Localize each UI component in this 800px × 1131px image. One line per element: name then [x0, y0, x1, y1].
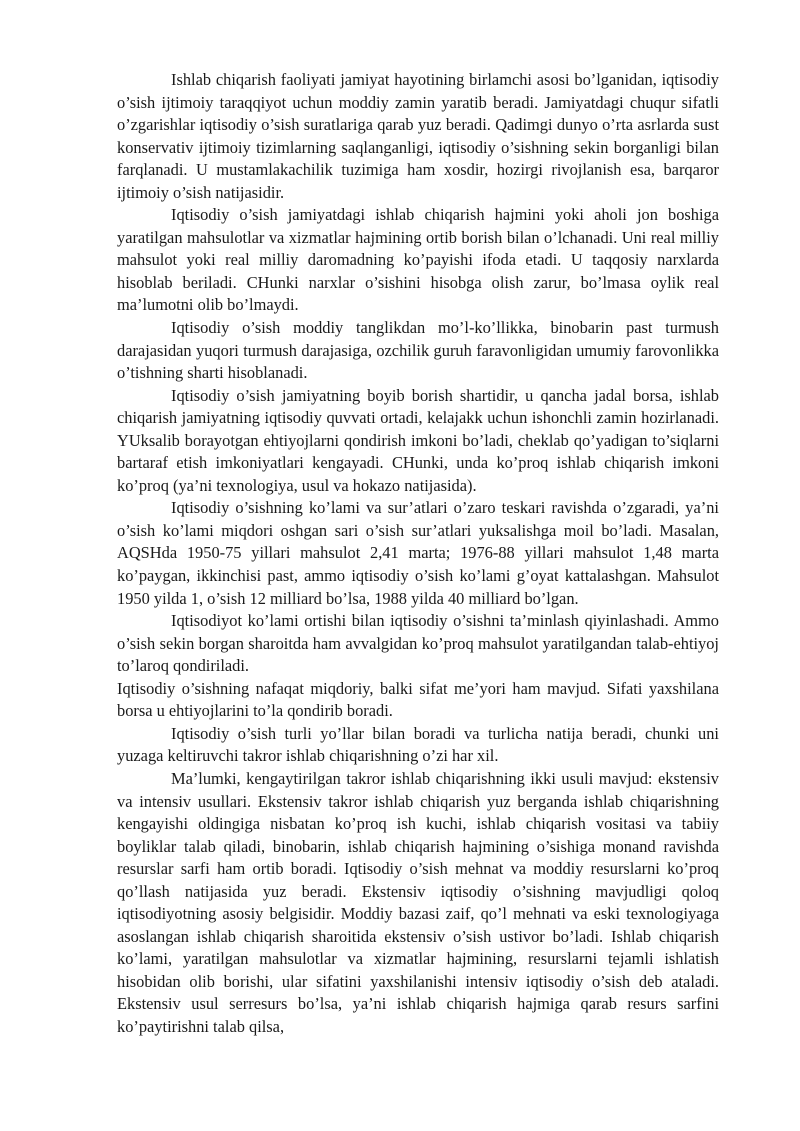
paragraph: Ma’lumki, kengaytirilgan takror ishlab chiqarishning ikki usuli mavjud: ekstensiv va intensiv usullari. Ekstensiv takror ishlab chiqarish yuz berganda ishlab chiqarishning kengayishi oldingiga nisbatan ko’proq ish kuchi, ishlab chiqarish vositasi va tabiiy boyliklar talab qiladi, binobarin, ishlab chiqarish hajmining o’sishiga monand ravishda resurslar sarfi ham ortib boradi. Iqtisodiy o’sish mehnat va moddiy resurslarni ko’proq qo’llash natijasida yuz beradi. Ekstensiv iqtisodiy o’sishning mavjudligi qoloq iqtisodiyotning asosiy belgisidir. Moddiy bazasi zaif, qo’l mehnati va eski texnologiyaga asoslangan ishlab chiqarish sharoitida ekstensiv o’sish ustivor bo’ladi. Ishlab chiqarish ko’lami, yaratilgan mahsulotlar va xizmatlar hajmining, resurslarni tejamli ishlatish hisobidan olib borishi, ular sifatini yaxshilanishi intensiv iqtisodiy o’sish deb ataladi. Ekstensiv usul serresurs bo’lsa, ya’ni ishlab chiqarish hajmiga qarab resurs sarfini ko’paytirishni talab qilsa, [117, 768, 719, 1036]
paragraph: Ishlab chiqarish faoliyati jamiyat hayotining birlamchi asosi bo’lganidan, iqtisodiy o’sish ijtimoiy taraqqiyot uchun moddiy zamin yaratib beradi. Jamiyatdagi chuqur sifatli o’zgarishlar iqtisodiy o’sish suratlariga qarab yuz beradi. Qadimgi dunyo o’rta asrlarda sust konservativ ijtimoiy tizimlarning saqlanganligi, iqtisodiy o’sishning sekin borganligi bilan farqlanadi. U mustamlakachilik tuzimiga ham xosdir, hozirgi rivojlanish esa, barqaror ijtimoiy o’sish natijasidir. [117, 70, 719, 202]
paragraph: Iqtisodiy o’sish turli yo’llar bilan boradi va turlicha natija beradi, chunki uni yuzaga keltiruvchi takror ishlab chiqarishning o’zi har xil. [117, 723, 719, 766]
paragraph: Iqtisodiyot ko’lami ortishi bilan iqtisodiy o’sishni ta’minlash qiyinlashadi. Ammo o’sish sekin borgan sharoitda ham avvalgidan ko’proq mahsulot yaratilgandan talab-ehtiyoj to’laroq qondiriladi. [117, 611, 719, 676]
paragraph: Iqtisodiy o’sish jamiyatning boyib borish shartidir, u qancha jadal borsa, ishlab chiqarish jamiyatning iqtisodiy quvvati ortadi, kelajakk uchun ishonchli zamin hozirlanadi. YUksalib borayotgan ehtiyojlarni qondirish imkoni bo’ladi, cheklab qo’yadigan to’siqlarni bartaraf etish imkoniyatlari kengayadi. CHunki, unda ko’proq ishlab chiqarish imkoni ko’proq (ya’ni texnologiya, usul va hokazo natijasida). [117, 385, 719, 495]
paragraph: Iqtisodiy o’sish jamiyatdagi ishlab chiqarish hajmini yoki aholi jon boshiga yaratilgan mahsulotlar va xizmatlar hajmining ortib borish bilan o’lchanadi. Uni real milliy mahsulot yoki real milliy daromadning ko’payishi ifoda etadi. U taqqosiy narxlarda hisoblab beriladi. CHunki narxlar o’sishini hisobga olish zarur, bo’lmasa oylik real ma’lumotni olib bo’lmaydi. [117, 205, 719, 315]
paragraph: Iqtisodiy o’sishning nafaqat miqdoriy, balki sifat me’yori ham mavjud. Sifati yaxshilana borsa u ehtiyojlarini to’la qondirib boradi. [117, 678, 719, 721]
paragraph: Iqtisodiy o’sish moddiy tanglikdan mo’l-ko’llikka, binobarin past turmush darajasidan yuqori turmush darajasiga, ozchilik guruh faravonligidan umumiy farovonlikka o’tishning sharti hisoblanadi. [117, 318, 719, 383]
paragraph: Iqtisodiy o’sishning ko’lami va sur’atlari o’zaro teskari ravishda o’zgaradi, ya’ni o’sish ko’lami miqdori oshgan sari o’sish sur’atlari yuksalishga moil bo’ladi. Masalan, AQSHda 1950-75 yillari mahsulot 2,41 marta; 1976-88 yillari mahsulot 1,48 marta ko’paygan, ikkinchisi past, ammo iqtisodiy o’sish ko’lami g’oyat kattalashgan. Mahsulot 1950 yilda 1, o’sish 12 milliard bo’lsa, 1988 yilda 40 milliard bo’lgan. [117, 498, 719, 608]
